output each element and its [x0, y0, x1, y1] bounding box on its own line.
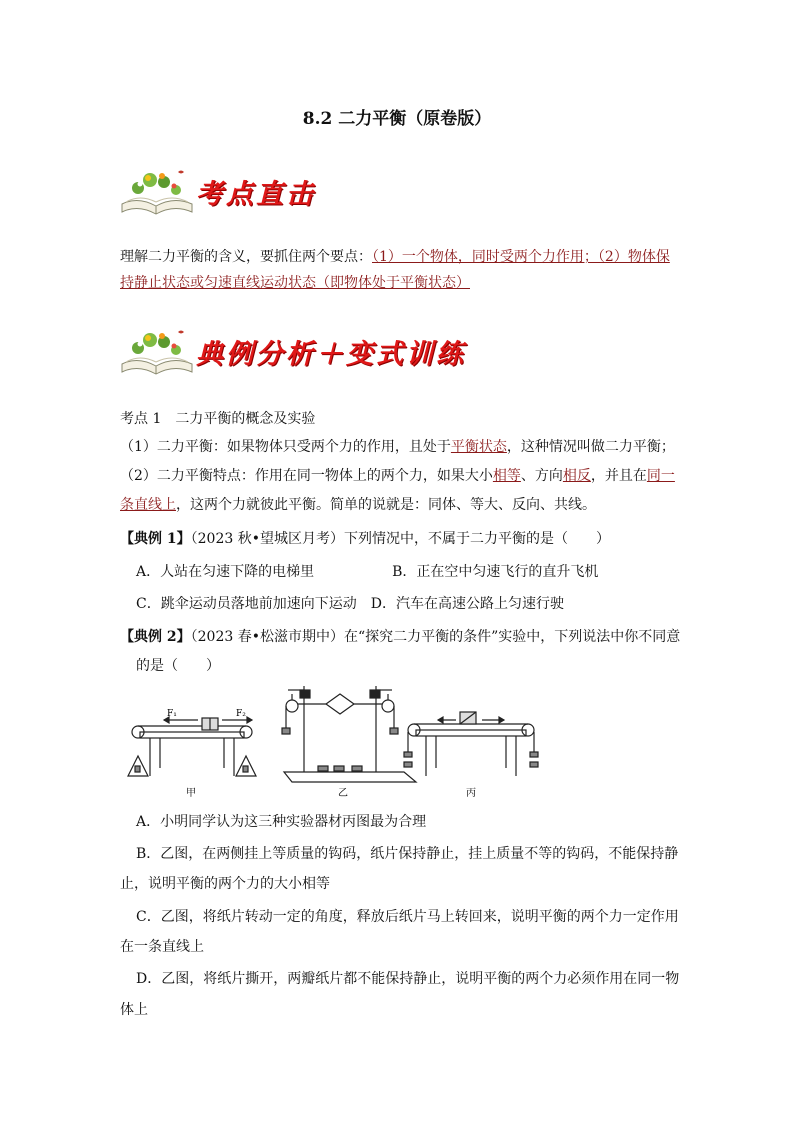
underline-text: 条直线上 — [120, 497, 176, 513]
open-book-flowers-icon — [118, 326, 196, 376]
option-d: D．汽车在高速公路上匀速行驶 — [370, 596, 564, 612]
example-1-options-ab — [136, 561, 696, 581]
text: ，这种情况叫做二力平衡； — [506, 439, 675, 455]
text: 、方向 — [520, 468, 563, 484]
kp1-line-2 — [120, 465, 680, 485]
text: ，并且在 — [590, 468, 647, 484]
example-1-options-cd — [136, 593, 696, 613]
example-2-option-c-1: C．乙图，将纸片转动一定的角度，释放后纸片马上转回来，说明平衡的两个力一定作用 — [136, 909, 679, 925]
text: ，这两个力就彼此平衡。简单的说就是：同体、等大、反向、共线。 — [176, 497, 596, 513]
label-yi: 乙 — [338, 788, 348, 799]
underline-text: 同一 — [646, 468, 675, 484]
example-2-option-d-2: 体上 — [120, 1002, 148, 1018]
section-banner-dianli — [118, 326, 518, 382]
question-text: （2023 春•松滋市期中）在“探究二力平衡的条件”实验中，下列说法中你不同意 — [190, 629, 681, 645]
label-f1: F₁ — [167, 709, 177, 719]
intro-underline-2: 持静止状态或匀速直线运动状态（即物体处于平衡状态） — [120, 275, 470, 291]
example-2-stem-cont — [136, 655, 696, 675]
option-c: C．跳伞运动员落地前加速向下运动 — [136, 596, 357, 612]
example-tag: 【典例 2】 — [120, 629, 191, 645]
example-tag: 【典例 1】 — [120, 531, 191, 547]
label-bing: 丙 — [466, 788, 476, 799]
apparatus-bing — [404, 712, 538, 776]
apparatus-jia — [128, 717, 256, 776]
apparatus-yi — [282, 686, 416, 782]
kp1-line-1 — [120, 436, 680, 456]
label-f2: F₂ — [236, 709, 246, 719]
intro-underline-1: （1）一个物体，同时受两个力作用；（2）物体保 — [372, 249, 670, 265]
banner-title: 考点直击 — [196, 179, 316, 210]
open-book-flowers-icon — [118, 166, 196, 216]
label-jia: 甲 — [186, 788, 196, 799]
question-text: 的是（ ） — [136, 658, 220, 674]
option-b: B．正在空中匀速飞行的直升飞机 — [392, 564, 599, 580]
kp1-heading: 考点 1 二力平衡的概念及实验 — [120, 411, 316, 427]
intro-prefix: 理解二力平衡的含义，要抓住两个要点： — [120, 249, 372, 265]
text: （1）二力平衡：如果物体只受两个力的作用，且处于 — [120, 439, 451, 455]
page-title: 8.2 二力平衡（原卷版） — [302, 109, 492, 129]
example-2-option-b-1: B．乙图，在两侧挂上等质量的钩码，纸片保持静止，挂上质量不等的钩码，不能保持静 — [136, 846, 679, 862]
example-2-option-a: A．小明同学认为这三种实验器材丙图最为合理 — [136, 814, 427, 830]
text: （2）二力平衡特点：作用在同一物体上的两个力，如果大小 — [120, 468, 493, 484]
underline-text: 相反 — [562, 468, 591, 484]
option-a: A．人站在匀速下降的电梯里 — [136, 564, 315, 580]
section-banner-kaodian — [118, 166, 458, 222]
example-2-option-b-2: 止，说明平衡的两个力的大小相等 — [120, 876, 330, 892]
example-1-stem — [120, 528, 680, 548]
example-2-option-c-2: 在一条直线上 — [120, 939, 204, 955]
intro-paragraph — [120, 244, 676, 296]
banner-title: 典例分析＋变式训练 — [196, 339, 466, 370]
example-2-stem — [120, 626, 680, 646]
underline-text: 相等 — [492, 468, 521, 484]
kp1-line-3 — [120, 494, 680, 514]
apparatus-figure — [120, 680, 570, 800]
underline-text: 平衡状态 — [450, 439, 507, 455]
example-2-option-d-1: D．乙图，将纸片撕开，两瓣纸片都不能保持静止，说明平衡的两个力必须作用在同一物 — [136, 971, 680, 987]
question-text: （2023 秋•望城区月考）下列情况中，不属于二力平衡的是（ ） — [190, 531, 610, 547]
